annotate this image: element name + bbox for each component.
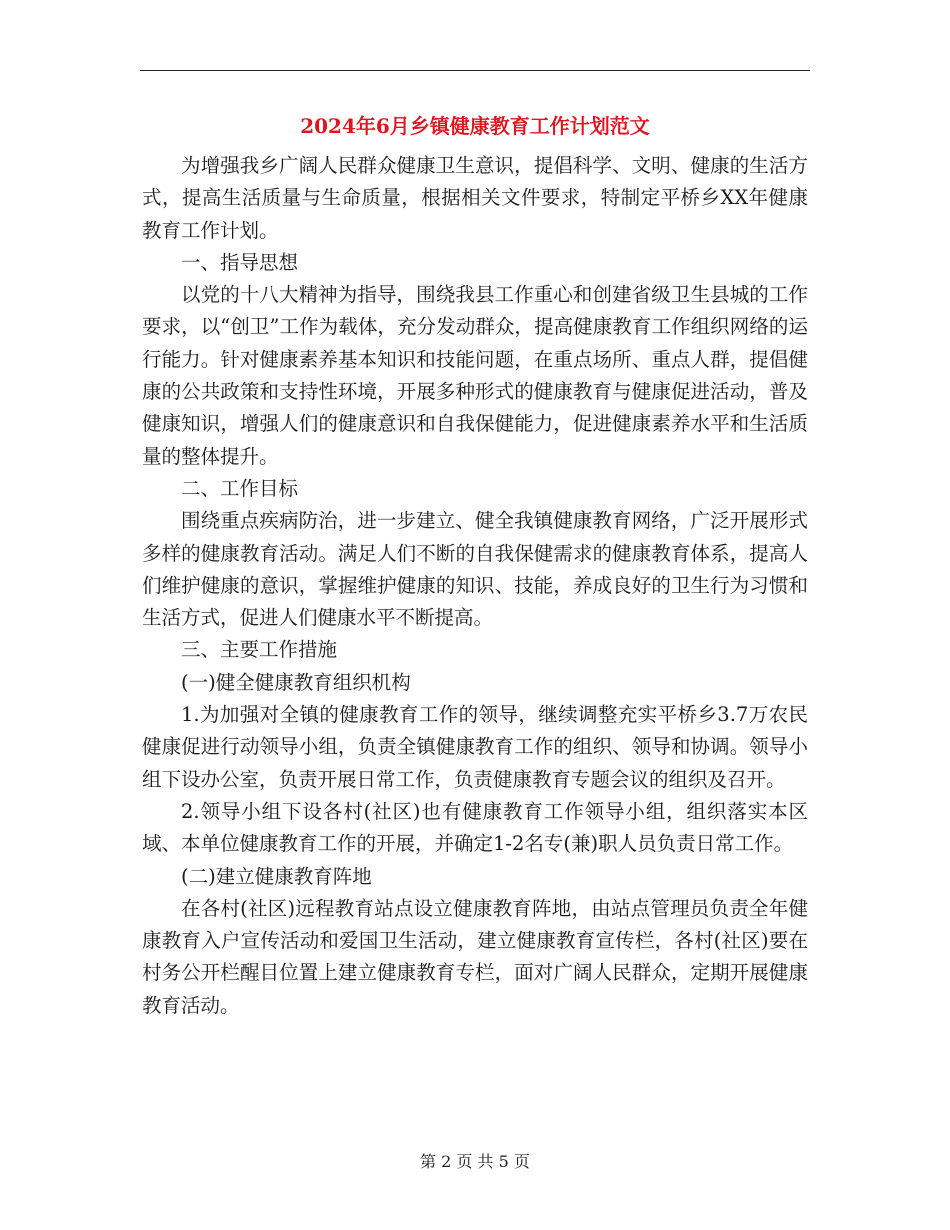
- section-heading-work-goals: 二、工作目标: [181, 476, 299, 500]
- paragraph-guiding-ideology: 以党的十八大精神为指导，围绕我县工作重心和创建省级卫生县城的工作要求，以“创卫”工作为载体，充分发动群众，提高健康教育工作组织网络的运行能力。针对健康素养基本知识和技能问题，在重点场所、重点人群，提倡健康的公共政策和支持性环境，开展多种形式的健康教育与健康促进活动，普及健康知识，增强人们的健康意识和自我保健能力，促进健康素养水平和生活质量的整体提升。: [142, 283, 808, 468]
- paragraph-item-1: 1.为加强对全镇的健康教育工作的领导，继续调整充实平桥乡3.7万农民健康促进行动领导小组，负责全镇健康教育工作的组织、领导和协调。领导小组下设办公室，负责开展日常工作，负责健康教育专题会议的组织及召开。: [142, 703, 808, 791]
- page-number-footer: 第 2 页 共 5 页: [420, 1152, 530, 1171]
- paragraph-item-2: 2.领导小组下设各村(社区)也有健康教育工作领导小组，组织落实本区域、本单位健康教育工作的开展，并确定1-2名专(兼)职人员负责日常工作。: [142, 799, 808, 856]
- section-heading-guiding-ideology: 一、指导思想: [181, 250, 299, 274]
- subheading-organization: (一)健全健康教育组织机构: [181, 670, 411, 694]
- header-rule: [140, 70, 810, 71]
- paragraph-intro: 为增强我乡广阔人民群众健康卫生意识，提倡科学、文明、健康的生活方式，提高生活质量与生命质量，根据相关文件要求，特制定平桥乡XX年健康教育工作计划。: [142, 154, 808, 242]
- section-heading-main-measures: 三、主要工作措施: [181, 638, 338, 662]
- subheading-education-base: (二)建立健康教育阵地: [181, 864, 372, 888]
- paragraph-work-goals: 围绕重点疾病防治，进一步建立、健全我镇健康教育网络，广泛开展形式多样的健康教育活动。满足人们不断的自我保健需求的健康教育体系，提高人们维护健康的意识，掌握维护健康的知识、技能，养成良好的卫生行为习惯和生活方式，促进人们健康水平不断提高。: [142, 509, 808, 630]
- document-body: [142, 150, 808, 1022]
- paragraph-education-base: 在各村(社区)远程教育站点设立健康教育阵地，由站点管理员负责全年健康教育入户宣传活动和爱国卫生活动，建立健康教育宣传栏，各村(社区)要在村务公开栏醒目位置上建立健康教育专栏，面对广阔人民群众，定期开展健康教育活动。: [142, 896, 808, 1017]
- document-title: 2024年6月乡镇健康教育工作计划范文: [300, 114, 650, 138]
